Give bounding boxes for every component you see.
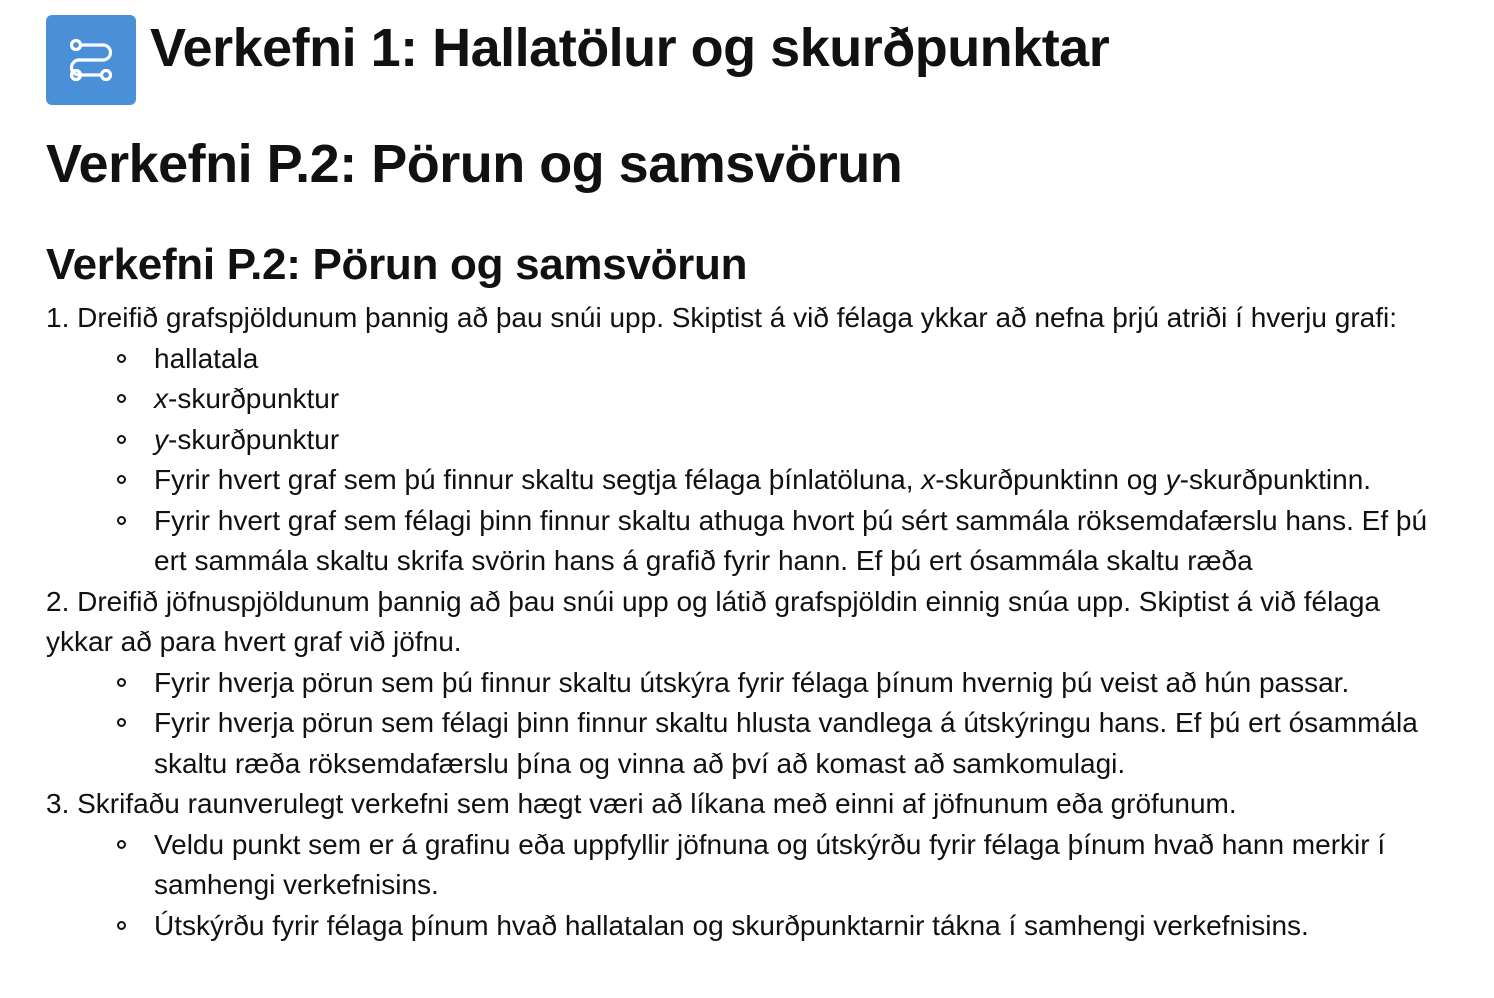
list-item: Fyrir hverja pörun sem félagi þinn finnur skaltu hlusta vandlega á útskýringu hans. Ef þú ert ósammála skaltu ræða röksemdafærslu þína og vinna að því að komast að samkomulagi. xyxy=(154,703,1448,784)
task-list xyxy=(46,298,1448,946)
list-item: Útskýrðu fyrir félaga þínum hvað hallatalan og skurðpunktarnir tákna í samhengi verkefnisins. xyxy=(154,906,1448,947)
task-2-bullets xyxy=(46,663,1448,785)
list-item: hallatala xyxy=(154,339,1448,380)
header xyxy=(46,0,1448,104)
list-item-text: -skurðpunktinn. xyxy=(1179,464,1372,495)
list-item-text: -skurðpunktur xyxy=(168,423,340,455)
page-title: Verkefni 1: Hallatölur og skurðpunktar xyxy=(150,18,1110,78)
task-2-lead: 2. Dreifið jöfnuspjöldunum þannig að þau snúi upp og látið grafspjöldin einnig snúa upp. Skiptist á við félaga ykkar að para hvert graf við jöfnu. xyxy=(46,585,1381,657)
variable-y: y xyxy=(154,423,168,455)
section-heading: Verkefni P.2: Pörun og samsvörun xyxy=(46,134,903,194)
variable-x: x xyxy=(154,383,168,414)
route-path-icon xyxy=(46,15,136,105)
list-item xyxy=(154,460,1448,501)
list-item-text: -skurðpunktinn og xyxy=(935,464,1166,495)
task-3-bullets xyxy=(46,825,1448,947)
variable-y: y xyxy=(1165,464,1180,495)
list-item: Fyrir hverja pörun sem þú finnur skaltu útskýra fyrir félaga þínum hvernig þú veist að hún passar. xyxy=(154,663,1448,704)
list-item: Fyrir hvert graf sem félagi þinn finnur skaltu athuga hvort þú sért sammála röksemdafærslu hans. Ef þú ert sammála skaltu skrifa svörin hans á grafið fyrir hann. Ef þú ert ósammála skaltu ræða xyxy=(154,501,1448,582)
list-item xyxy=(154,379,1448,420)
task-1-lead: 1. Dreifið grafspjöldunum þannig að þau snúi upp. Skiptist á við félaga ykkar að nefna þrjú atriði í hverju grafi: xyxy=(46,302,1397,333)
list-item: Veldu punkt sem er á grafinu eða uppfyllir jöfnuna og útskýrðu fyrir félaga þínum hvað hann merkir í samhengi verkefnisins. xyxy=(154,825,1448,906)
list-item-text: Fyrir hvert graf sem þú finnur skaltu segtja félaga þínlatöluna, xyxy=(154,464,922,495)
task-1-bullets xyxy=(46,339,1448,582)
variable-x: x xyxy=(921,464,936,495)
list-item xyxy=(154,420,1448,461)
subsection-heading: Verkefni P.2: Pörun og samsvörun xyxy=(46,240,748,289)
list-item-text: -skurðpunktur xyxy=(168,383,340,414)
task-3-lead: 3. Skrifaðu raunverulegt verkefni sem hægt væri að líkana með einni af jöfnunum eða gröfunum. xyxy=(46,788,1237,819)
